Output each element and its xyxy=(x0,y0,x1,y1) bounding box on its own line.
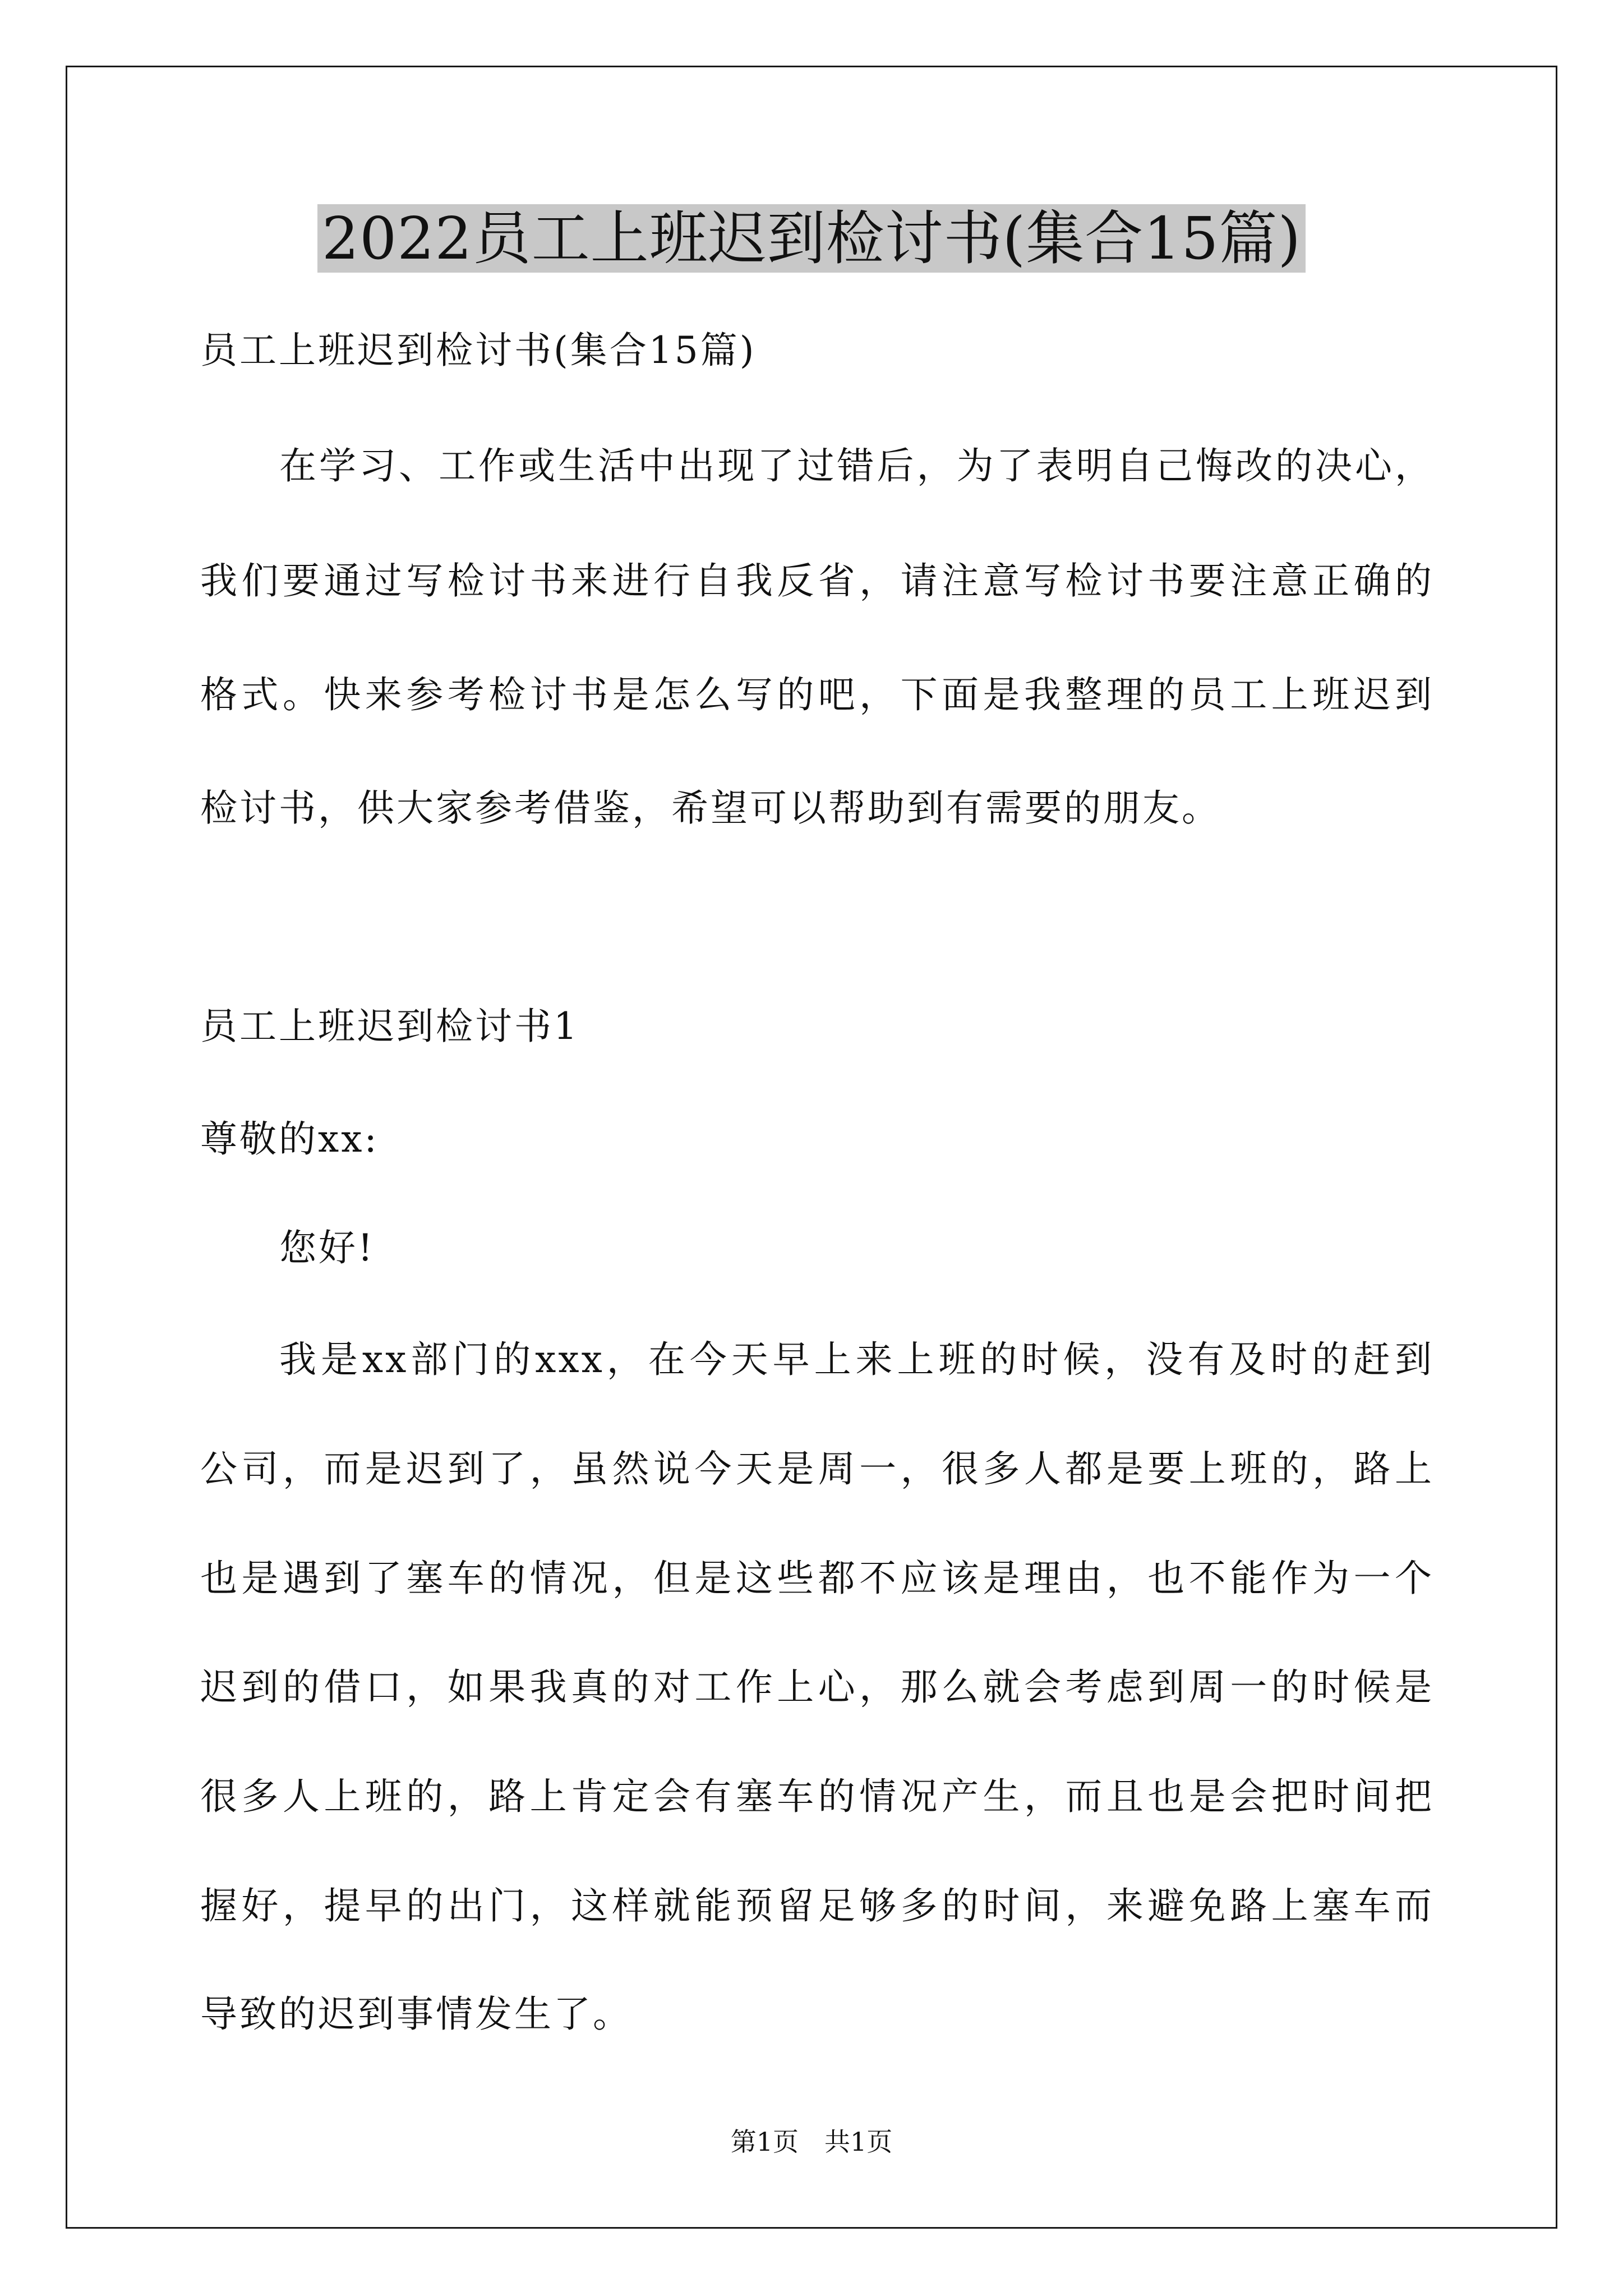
body-line: 握好，提早的出门，这样就能预留足够多的时间，来避免路上塞车而 xyxy=(200,1884,1434,1927)
intro-line: 我们要通过写检讨书来进行自我反省，请注意写检讨书要注意正确的 xyxy=(200,559,1434,602)
body-line: 公司，而是迟到了，虽然说今天是周一，很多人都是要上班的，路上 xyxy=(200,1447,1434,1490)
body-line: 我是xx部门的xxx，在今天早上来上班的时候，没有及时的赶到 xyxy=(279,1338,1434,1381)
body-line: 导致的迟到事情发生了。 xyxy=(200,1993,632,2036)
section-heading: 员工上班迟到检讨书1 xyxy=(200,1005,579,1048)
page-total: 共1页 xyxy=(824,2127,893,2157)
document-subtitle: 员工上班迟到检讨书(集合15篇) xyxy=(200,329,757,372)
document-title-text: 2022员工上班迟到检讨书(集合15篇) xyxy=(317,204,1306,273)
intro-line: 检讨书，供大家参考借鉴，希望可以帮助到有需要的朋友。 xyxy=(200,786,1221,830)
page-footer xyxy=(0,2125,1623,2159)
body-line: 很多人上班的，路上肯定会有塞车的情况产生，而且也是会把时间把 xyxy=(200,1775,1434,1818)
intro-line: 在学习、工作或生活中出现了过错后，为了表明自己悔改的决心， xyxy=(279,444,1434,487)
body-line: 也是遇到了塞车的情况，但是这些都不应该是理由，也不能作为一个 xyxy=(200,1557,1434,1600)
salutation: 尊敬的xx: xyxy=(200,1117,379,1161)
page-number: 第1页 xyxy=(730,2127,799,2157)
intro-line: 格式。快来参考检讨书是怎么写的吧，下面是我整理的员工上班迟到 xyxy=(200,673,1434,716)
document-title xyxy=(0,196,1623,280)
body-line: 迟到的借口，如果我真的对工作上心，那么就会考虑到周一的时候是 xyxy=(200,1665,1434,1709)
greeting: 您好! xyxy=(279,1226,375,1269)
